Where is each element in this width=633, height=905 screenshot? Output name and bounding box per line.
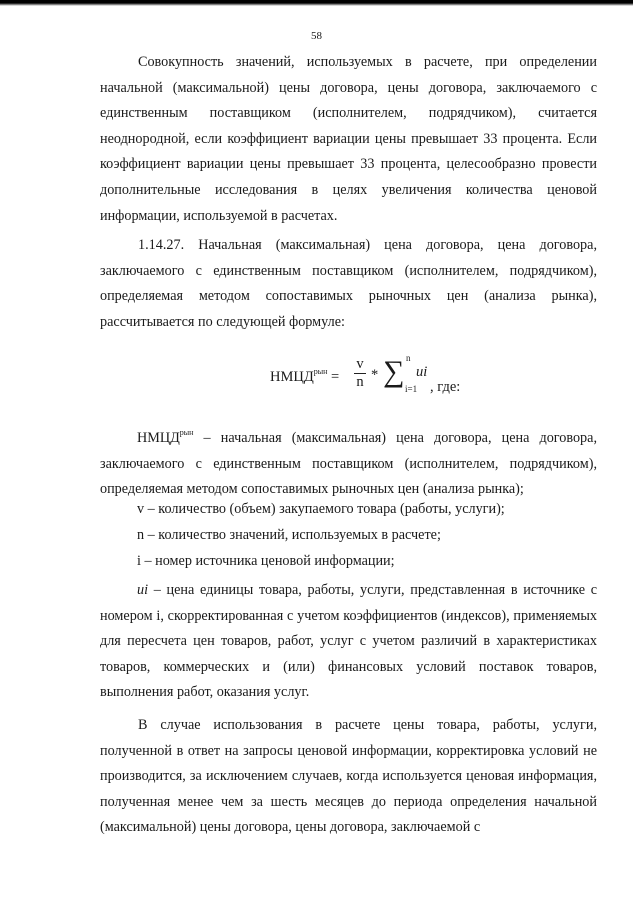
definition-ui: ui – цена единицы товара, работы, услуги, представленная в источнике с номером i, скорректированная с учетом коэффициентов (индексов), применяемых для пересчета цен товаров, работ, услуг с учетом различий в характеристиках товаров, коммерческих и (или) финансовых условий поставок товаров, выполнения работ, оказания услуг. bbox=[100, 582, 597, 701]
definition-nmcd: $НМЦД^{рын}$ – начальная (максимальная) цена договора, цена договора, заключаемого с единственным поставщиком (исполнителем, подрядчиком), определяемая методом сопоставимых рыночных цен (анализа рынка); bbox=[100, 428, 597, 498]
paragraph-1-14-27: 1.14.27. Начальная (максимальная) цена договора, цена договора, заключаемого с единственным поставщиком (исполнителем, подрядчиком), определяемая методом сопоставимых рыночных цен (анализа рынка), рассчитывается по следующей формуле: bbox=[100, 237, 597, 330]
formula-lower-limit: i=1 bbox=[405, 384, 418, 394]
definition-v: v – количество (объем) закупаемого товара (работы, услуги); bbox=[137, 501, 505, 517]
formula-lhs: $НМЦД^{рын}$ = bbox=[270, 367, 340, 385]
nmcd-formula bbox=[270, 355, 510, 405]
formula-multiply: * bbox=[371, 367, 379, 383]
sum-icon: ∑ bbox=[383, 355, 405, 388]
definition-i: i – номер источника ценовой информации; bbox=[137, 553, 395, 569]
definition-n: n – количество значений, используемых в расчете; bbox=[137, 527, 441, 543]
paragraph-price-request: В случае использования в расчете цены товара, работы, услуги, полученной в ответ на запросы ценовой информации, корректировка условий не производится, за исключением случаев, когда используется ценовая информация, полученная менее чем за шесть месяцев до периода определения начальной (максимальной) цены договора, цены договора, заключаемой с bbox=[100, 717, 597, 836]
page-number: 58 bbox=[311, 30, 322, 42]
formula-tail: , где: bbox=[430, 379, 461, 395]
formula-fraction bbox=[354, 357, 366, 390]
formula-denominator: n bbox=[356, 374, 364, 390]
formula-term: ui bbox=[416, 364, 428, 380]
formula-upper-limit: n bbox=[406, 353, 411, 363]
formula-numerator: v bbox=[356, 356, 364, 372]
scan-top-edge bbox=[0, 0, 633, 6]
paragraph-heterogeneity: Совокупность значений, используемых в расчете, при определении начальной (максимальной) цены договора, цены договора, заключаемого с единственным поставщиком (исполнителем, подрядчиком), считается неоднородной, если коэффициент вариации цены превышает 33 процента. Если коэффициент вариации цены превышает 33 процента, целесообразно провести дополнительные исследования в целях увеличения количества ценовой информации, используемой в расчетах. bbox=[100, 54, 597, 224]
